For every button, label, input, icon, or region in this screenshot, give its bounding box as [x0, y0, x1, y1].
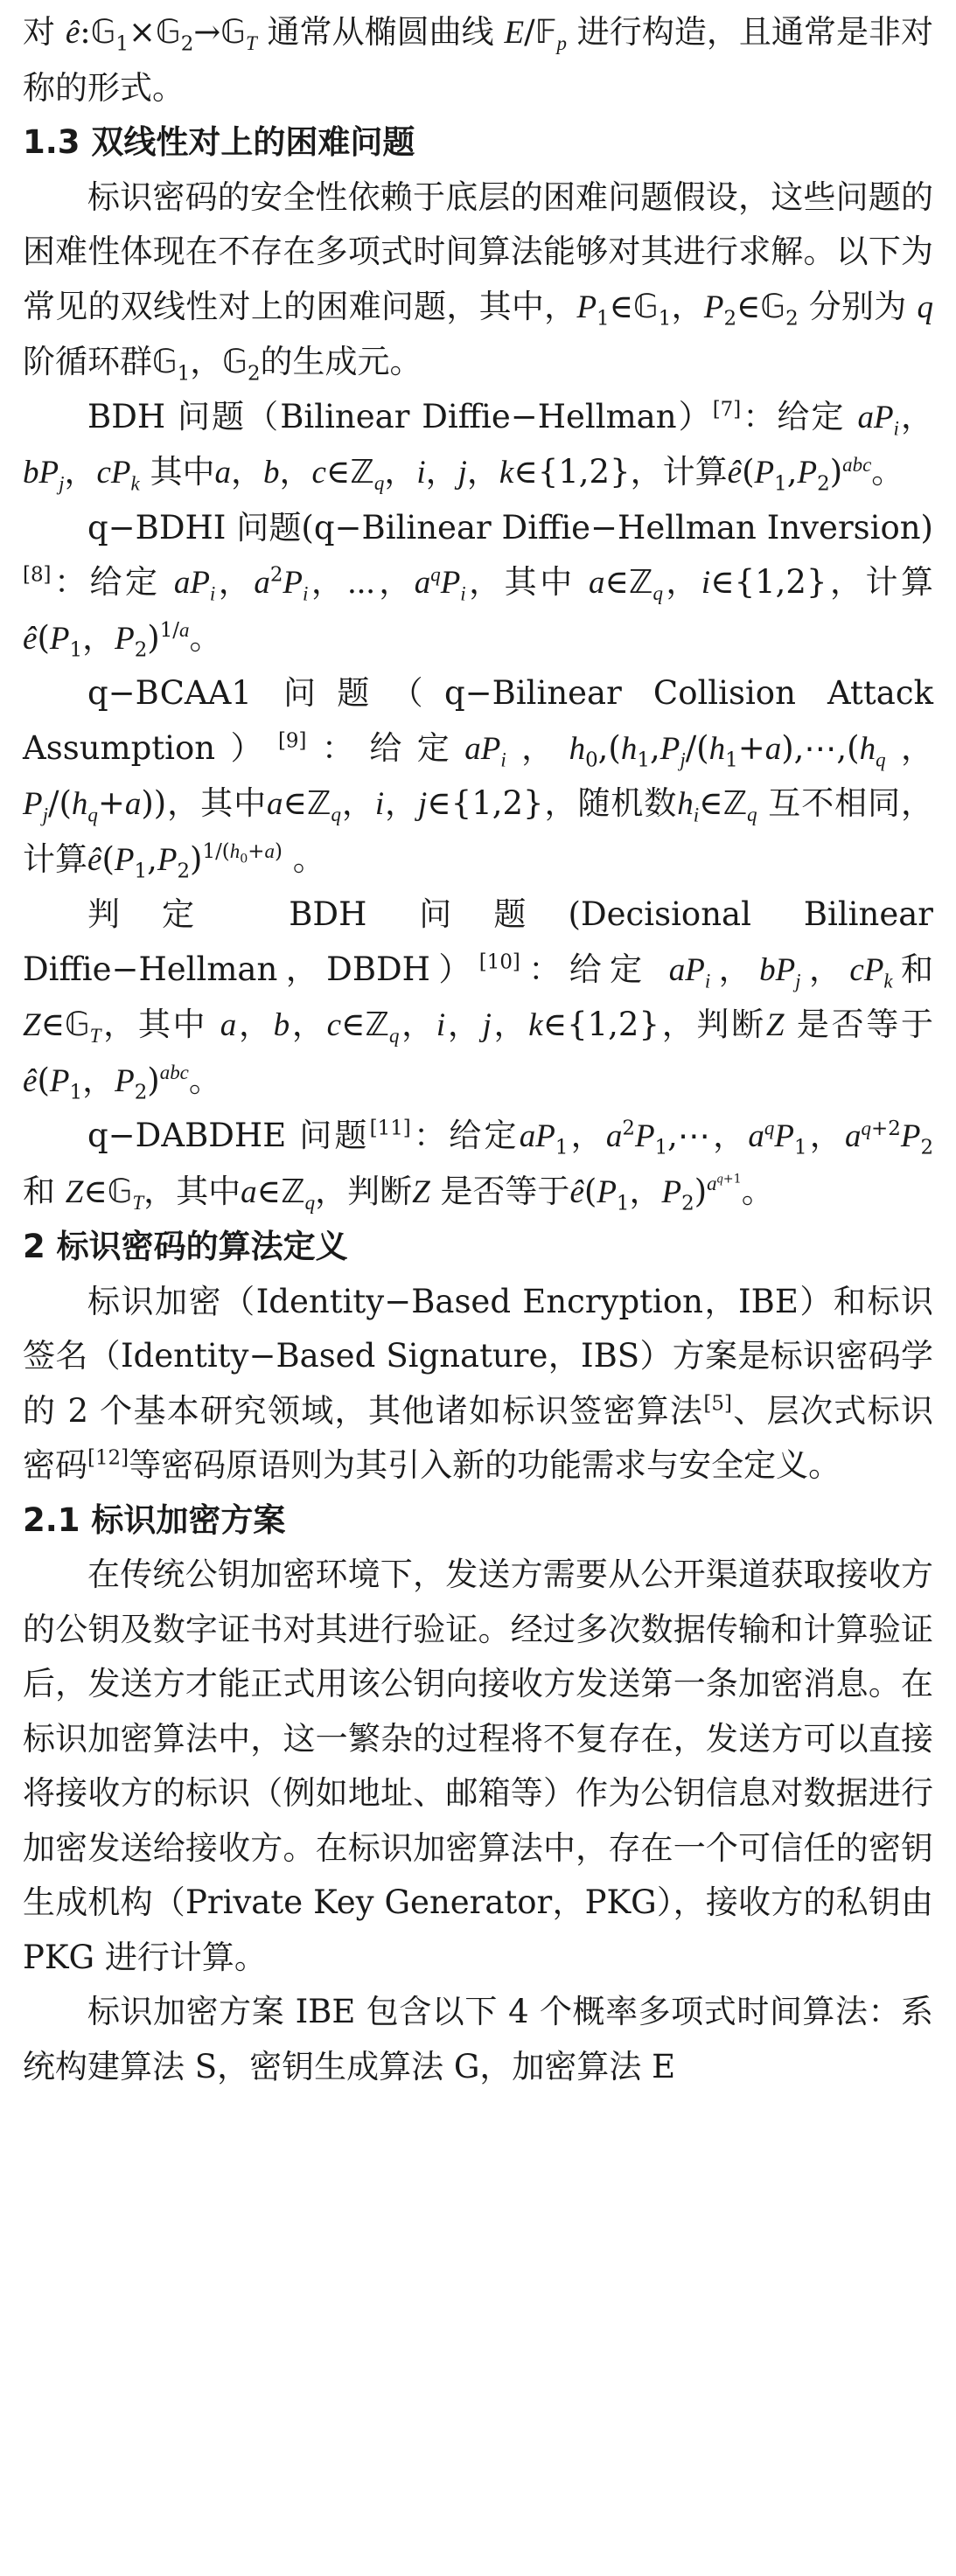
citation: [5]	[703, 1392, 732, 1416]
ibe-paragraph-1: 在传统公钥加密环境下，发送方需要从公开渠道获取接收方的公钥及数字证书对其进行验证。经过多次数据传输和计算验证后，发送方才能正式用该公钥向接收方发送第一条加密消息。在标识加密算法中，这一繁杂的过程将不复存在，发送方可以直接将接收方的标识（例如地址、邮箱等）作为公钥信息对数据进行加密发送给接收方。在标识加密算法中，存在一个可信任的密钥生成机构（Private Key Generator，PKG），接收方的私钥由 PKG 进行计算。	[23, 1556, 933, 1976]
citation: [12]	[87, 1446, 129, 1470]
section-heading-2: 2 标识密码的算法定义	[23, 1228, 348, 1265]
citation: [8]	[23, 563, 52, 587]
citation: [9]	[277, 729, 307, 753]
q-bdhi-problem: q−BDHI 问题(q−Bilinear Diffie−Hellman Inversion)[8]：给定 $aP_i$，$a^2P_i$，⋯，$a^qP_i$，其中 a∈ℤ$_q$，i∈{1,2}，计算$ê(P_1$，$P_2)^{1/a}$。	[23, 508, 934, 661]
q-bcaa1-problem: q−BCAA1 问题（q−Bilinear Collision Attack Assumption）[9]：给定$aP_i$，$h_0,(h_1,P_j/(h_1+a),\cdots,(h_q$，$P_j/(h_q+a)$)，其中a∈ℤ$_q$，i，j∈{1,2}，随机数$h_i\in ℤ_q$ 互不相同，计算$ê(P_1,P_2)^{1/(h_0+a)}$ 。	[23, 674, 934, 882]
citation: [10]	[478, 950, 520, 974]
intro-paragraph: 标识密码的安全性依赖于底层的困难问题假设，这些问题的困难性体现在不存在多项式时间算法能够对其进行求解。以下为常见的双线性对上的困难问题，其中，$P_1\in 𝔾_1$，$P_2\in 𝔾_2$ 分别为 q 阶循环群𝔾$_1$，𝔾$_2$的生成元。	[23, 178, 934, 386]
section-2-paragraph: 标识加密（Identity−Based Encryption，IBE）和标识签名（Identity−Based Signature，IBS）方案是标识密码学的 2 个基本研究领域，其他诸如标识签密算法[5]、层次式标识密码[12]等密码原语则为其引入新的功能需求与安全定义。	[23, 1282, 934, 1484]
citation: [7]	[712, 398, 742, 421]
section-heading-1-3: 1.3 双线性对上的困难问题	[23, 123, 415, 161]
q-dabdhe-problem: q−DABDHE 问题[11]：给定$aP_1$，$a^2P_1,\cdots$，$a^qP_1$，$a^{q+2}P_2$ 和 Z∈𝔾$_T$，其中a∈ℤ$_q$，判断Z 是否等于$ê(P_1$，$P_2)^{a^{q+1}}$。	[23, 1117, 934, 1215]
bdh-problem: BDH 问题（Bilinear Diffie−Hellman）[7]：给定 $aP_i$，$bP_j$，$cP_k$ 其中a，b，c∈ℤ$_q$，i，j，k∈{1,2}，计算$ê(P_1,P_2)^{abc}$。	[23, 397, 934, 496]
pairing-formula: ê	[65, 15, 80, 51]
ibe-paragraph-2: 标识加密方案 IBE 包含以下 4 个概率多项式时间算法：系统构建算法 S，密钥生成算法 G，加密算法 E	[23, 1993, 933, 2085]
citation: [11]	[369, 1117, 411, 1140]
lead-paragraph: 对 ê:𝔾$_1$×𝔾$_2$→𝔾$_T$ 通常从椭圆曲线 E/𝔽$_p$ 进行构造，且通常是非对称的形式。	[23, 13, 934, 107]
dbdh-problem: 判定 BDH 问题(Decisional Bilinear Diffie−Hellman，DBDH）[10]：给定 $aP_i$，$bP_j$，$cP_k$和 Z∈𝔾$_T$，其中 a，b，c∈ℤ$_q$，i，j，k∈{1,2}，判断Z 是否等于$ê(P_1$，$P_2)^{abc}$。	[23, 895, 934, 1104]
section-heading-2-1: 2.1 标识加密方案	[23, 1500, 286, 1539]
